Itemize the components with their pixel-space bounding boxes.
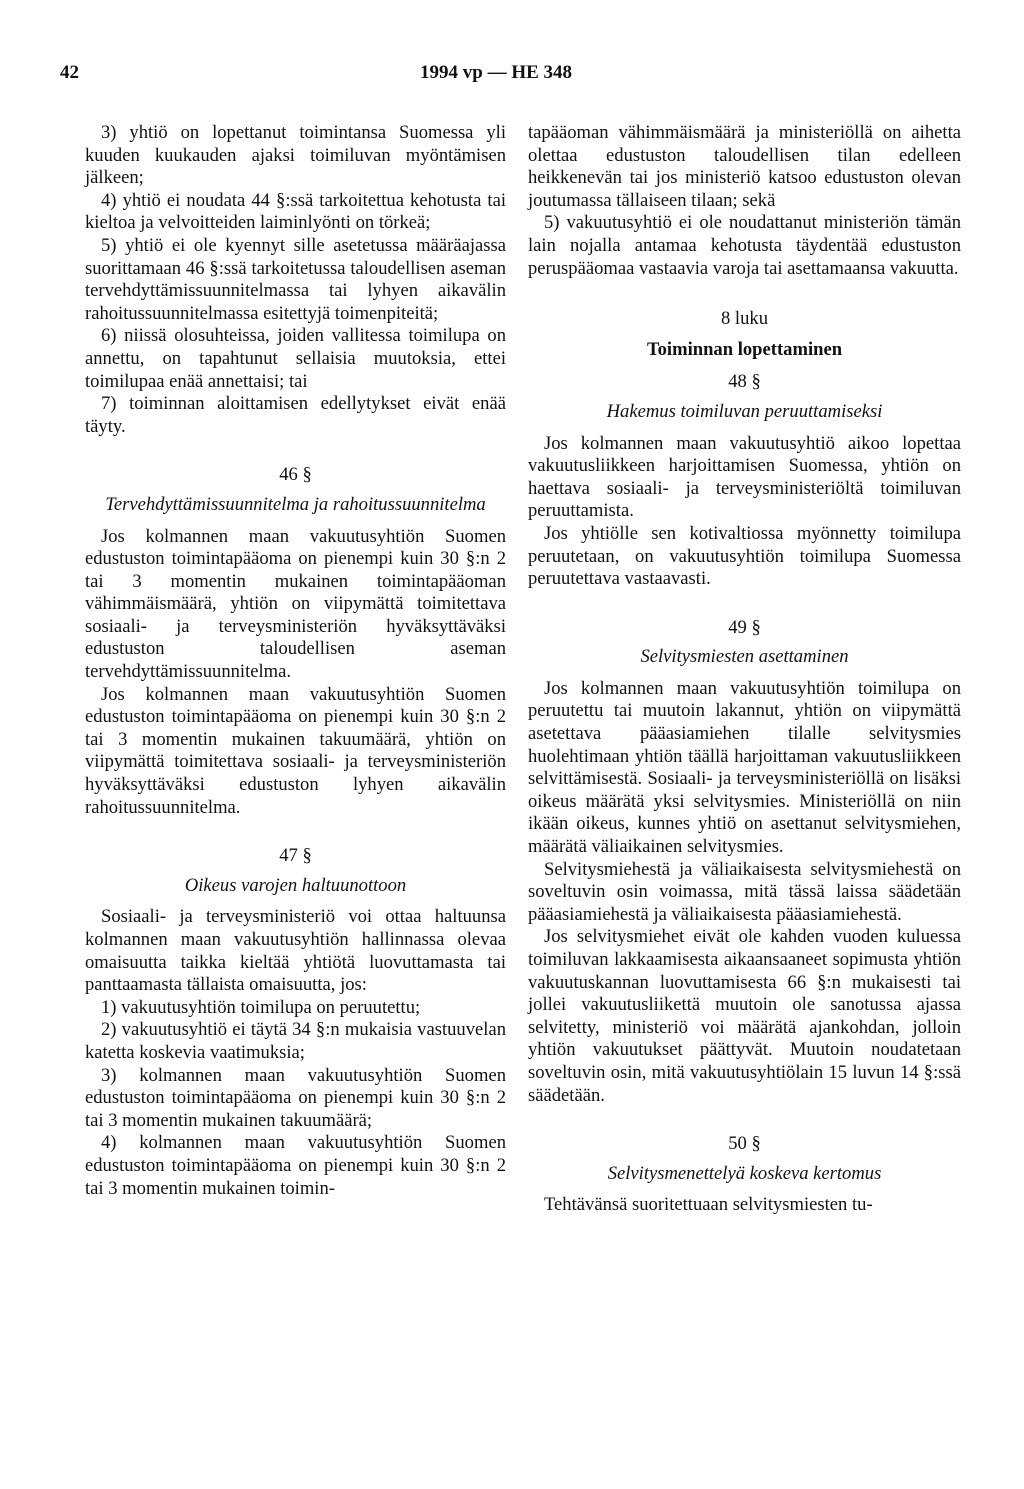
running-head: 1994 vp — HE 348 — [420, 62, 573, 83]
page-number: 42 — [60, 62, 79, 83]
list-item: 7) toiminnan aloittamisen edellytykset eivät enää täyty. — [85, 393, 506, 437]
section-50-paragraph: Tehtävänsä suoritettuaan selvitysmiesten tu- — [544, 1194, 873, 1216]
section-47-number: 47 § — [279, 845, 312, 867]
list-item: 1) vakuutusyhtiön toimilupa on peruutettu; — [101, 996, 421, 1018]
section-49-paragraph: Jos selvitysmiehet eivät ole kahden vuoden kuluessa toimiluvan lakkaamisesta aikaansaaneet sopimusta yhtiön vakuutuskannan luovuttamisesta 66 §:n mukaisesti tai jollei vakuutusliikettä muutoin ole sanotussa ajassa selvitetty, ministeriö voi määrätä ajankohdan, jolloin yhtiön vakuutukset päättyvät. Muutoin noudatetaan soveltuvin osin, mitä vakuutusyhtiölain 15 luvun 14 §:ssä säädetään. — [528, 926, 961, 1106]
section-46-paragraph: Jos kolmannen maan vakuutusyhtiön Suomen edustuston toimintapääoma on pienempi kuin 30 §:n 2 tai 3 momentin mukainen toimintapääoman vähimmäismäärä, yhtiön on viipymättä toimitettava sosiaali- ja terveysministeriön hyväksyttäväksi edustuston taloudellisen aseman tervehdyttämissuunnitelma. — [85, 525, 506, 683]
chapter-number: 8 luku — [720, 308, 768, 330]
section-48-number: 48 § — [728, 371, 761, 393]
section-49-paragraph: Selvitysmiehestä ja väliaikaisesta selvitysmiehestä on soveltuvin osin voimassa, mitä tässä laissa säädetään pääasiamiehestä ja väliaikaisesta pääasiamiehestä. — [528, 858, 961, 925]
section-50-number: 50 § — [728, 1133, 761, 1155]
list-item: 5) vakuutusyhtiö ei ole noudattanut ministeriön tämän lain nojalla antamaa kehotusta täydentää edustuston peruspääomaa vastaavia varoja tai asettamaansa vakuutta. — [528, 212, 961, 279]
list-item: 5) yhtiö ei ole kyennyt sille asetetussa määräajassa suorittamaan 46 §:ssä tarkoitetussa taloudellisen aseman tervehdyttämissuunnitelmassa tai lyhyen aikavälin rahoitussuunnitelmassa esitettyjä toimenpiteitä; — [85, 234, 506, 324]
chapter-title: Toiminnan lopettaminen — [646, 338, 843, 360]
left-column — [85, 122, 506, 1200]
list-item: 4) yhtiö ei noudata 44 §:ssä tarkoitettua kehotusta tai kieltoa ja velvoitteiden laiminlyönti on törkeä; — [85, 189, 506, 234]
continued-paragraph: tapääoman vähimmäismäärä ja ministeriöllä on aihetta olettaa edustuston taloudellisen tilan edelleen heikkenevän tai jos ministeriö katsoo edustuston olevan joutumassa tällaiseen tilaan; sekä — [528, 122, 961, 211]
section-46-paragraph: Jos kolmannen maan vakuutusyhtiön Suomen edustuston toimintapääoma on pienempi kuin 30 §:n 2 tai 3 momentin mukainen takuumäärä, yhtiön on viipymättä toimitettava sosiaali- ja terveysministeriön hyväksyttäväksi edustuston lyhyen aikavälin rahoitussuunnitelma. — [85, 683, 506, 818]
section-47-title: Oikeus varojen haltuunottoon — [184, 874, 407, 896]
section-49-title: Selvitysmiesten asettaminen — [640, 646, 849, 668]
section-50-title: Selvitysmenettelyä koskeva kertomus — [607, 1162, 882, 1184]
section-49-number: 49 § — [728, 616, 761, 638]
section-49-paragraph: Jos kolmannen maan vakuutusyhtiön toimilupa on peruutettu tai muutoin lakannut, yhtiön on viipymättä asetettava pääasiamiehen tilalle selvitysmies huolehtimaan yhtiön täällä harjoittaman vakuutusliikkeen selvittämisestä. Sosiaali- ja terveysministeriöllä on lisäksi oikeus määrätä yksi selvitysmies. Ministeriöllä on niin ikään oikeus, kunnes yhtiö on asettanut selvitysmiehen, määrätä väliaikainen selvitysmies. — [528, 677, 961, 858]
list-item: 4) kolmannen maan vakuutusyhtiön Suomen edustuston toimintapääoma on pienempi kuin 30 §:n 2 tai 3 momentin mukainen toimin- — [85, 1132, 506, 1199]
right-column — [528, 122, 961, 1217]
list-item: 3) yhtiö on lopettanut toimintansa Suomessa yli kuuden kuukauden ajaksi toimiluvan myöntämisen jälkeen; — [85, 122, 506, 189]
section-48-paragraph: Jos yhtiölle sen kotivaltiossa myönnetty toimilupa peruutetaan, on vakuutusyhtiön toimilupa Suomessa peruutettava vastaavasti. — [528, 522, 961, 590]
list-item: 6) niissä olosuhteissa, joiden vallitessa toimilupa on annettu, on tapahtunut sellaisia muutoksia, ettei toimilupaa enää annettaisi; tai — [85, 325, 506, 392]
list-item: 2) vakuutusyhtiö ei täytä 34 §:n mukaisia vastuuvelan katetta koskevia vaatimuksia; — [85, 1019, 506, 1063]
list-item: 3) kolmannen maan vakuutusyhtiön Suomen edustuston toimintapääoma on pienempi kuin 30 §:n 2 tai 3 momentin mukainen takuumäärä; — [85, 1064, 506, 1131]
page-header — [60, 62, 950, 92]
section-48-title: Hakemus toimiluvan peruuttamiseksi — [606, 400, 883, 422]
section-47-intro: Sosiaali- ja terveysministeriö voi ottaa haltuunsa kolmannen maan vakuutusyhtiön hallinnassa olevaa omaisuutta taikka kieltää yhtiötä luovuttamasta tai panttaamasta tällaista omaisuutta, jos: — [85, 906, 506, 996]
section-48-paragraph: Jos kolmannen maan vakuutusyhtiö aikoo lopettaa vakuutusliikkeen harjoittamisen Suomessa, yhtiön on haettava sosiaali- ja terveysministeriöltä toimiluvan peruuttamista. — [528, 432, 961, 522]
section-46-title: Tervehdyttämissuunnitelma ja rahoitussuunnitelma — [105, 493, 486, 515]
section-46-number: 46 § — [279, 464, 312, 486]
